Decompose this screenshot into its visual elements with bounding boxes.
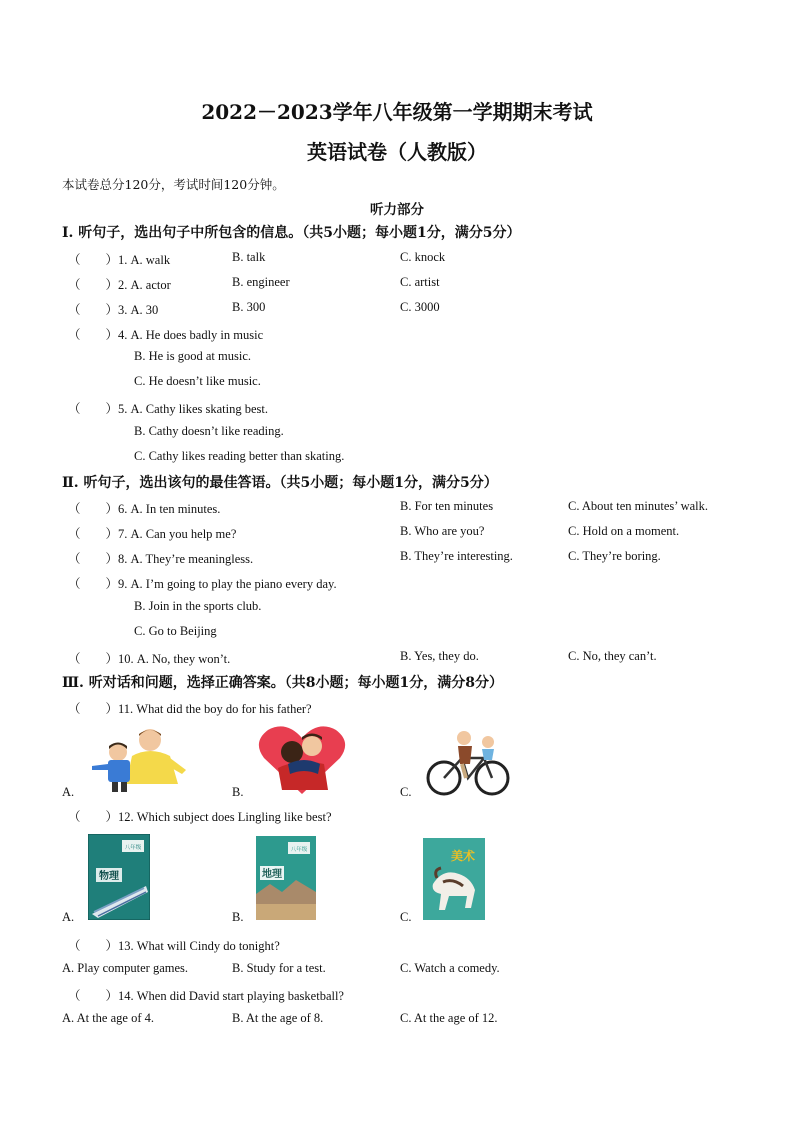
father-hug-image — [88, 726, 188, 794]
q2-prompt: （ ）2. A. actor — [68, 278, 171, 292]
section-3-heading: Ⅲ. 听对话和问题，选择正确答案。（共8小题；每小题1分，满分8分） — [62, 675, 504, 691]
physics-book-image — [88, 834, 150, 920]
art-book-title: 美术 — [450, 849, 476, 863]
q3-option-b: B. 300 — [232, 300, 266, 314]
q1-option-b: B. talk — [232, 250, 266, 264]
q14-option-c: C. At the age of 12. — [400, 1011, 498, 1025]
q7-option-b: B. Who are you? — [400, 524, 485, 538]
q11-option-c: C. — [400, 785, 412, 799]
q6-prompt: （ ）6. A. In ten minutes. — [68, 502, 221, 516]
heart-hug-image — [258, 724, 346, 796]
q10-option-b: B. Yes, they do. — [400, 649, 479, 663]
q5-prompt: （ ）5. A. Cathy likes skating best. — [68, 402, 268, 416]
q12-option-a: A. — [62, 910, 75, 924]
q9-option-b: B. Join in the sports club. — [134, 599, 262, 613]
q4-option-b: B. He is good at music. — [134, 349, 252, 363]
q1-option-c: C. knock — [400, 250, 446, 264]
q13-option-a: A. Play computer games. — [62, 961, 189, 975]
q4-prompt: （ ）4. A. He does badly in music — [68, 328, 264, 342]
q13-option-c: C. Watch a comedy. — [400, 961, 500, 975]
physics-book-grade: 八年级 — [124, 845, 142, 851]
q1-prompt: （ ）1. A. walk — [68, 253, 171, 267]
q14-prompt: （ ）14. When did David start playing basketball? — [68, 989, 344, 1003]
q12-option-b: B. — [232, 910, 244, 924]
q3-option-c: C. 3000 — [400, 300, 440, 314]
physics-book-title: 物理 — [99, 871, 119, 882]
geography-book-title: 地理 — [262, 869, 282, 880]
q2-option-b: B. engineer — [232, 275, 290, 289]
q12-prompt: （ ）12. Which subject does Lingling like best? — [68, 810, 332, 824]
q7-option-c: C. Hold on a moment. — [568, 524, 680, 538]
section-2-heading: Ⅱ. 听句子，选出该句的最佳答语。（共5小题；每小题1分，满分5分） — [62, 475, 498, 491]
q13-prompt: （ ）13. What will Cindy do tonight? — [68, 939, 280, 953]
q11-option-a: A. — [62, 785, 75, 799]
q6-option-b: B. For ten minutes — [400, 499, 494, 513]
q8-option-c: C. They’re boring. — [568, 549, 661, 563]
exam-note: 本试卷总分120分，考试时间120分钟。 — [62, 177, 285, 192]
exam-subtitle: 英语试卷（人教版） — [307, 140, 487, 164]
q3-prompt: （ ）3. A. 30 — [68, 303, 159, 317]
q8-option-b: B. They’re interesting. — [400, 549, 513, 563]
q6-option-c: C. About ten minutes’ walk. — [568, 499, 709, 513]
q11-option-b: B. — [232, 785, 244, 799]
q5-option-c: C. Cathy likes reading better than skating. — [134, 449, 345, 463]
part-heading: 听力部分 — [370, 202, 424, 218]
section-1-heading: Ⅰ. 听句子，选出句子中所包含的信息。（共5小题；每小题1分，满分5分） — [62, 225, 521, 241]
q8-prompt: （ ）8. A. They’re meaningless. — [68, 552, 254, 566]
q14-option-b: B. At the age of 8. — [232, 1011, 324, 1025]
geography-book-image — [256, 836, 316, 920]
q13-option-b: B. Study for a test. — [232, 961, 326, 975]
geography-book-grade: 八年级 — [290, 847, 308, 853]
q7-prompt: （ ）7. A. Can you help me? — [68, 527, 237, 541]
art-book-image — [423, 838, 485, 920]
q11-prompt: （ ）11. What did the boy do for his father? — [68, 702, 312, 716]
q9-option-c: C. Go to Beijing — [134, 624, 217, 638]
exam-title: 2022－2023学年八年级第一学期期末考试 — [201, 100, 593, 124]
q14-option-a: A. At the age of 4. — [62, 1011, 154, 1025]
q10-option-c: C. No, they can’t. — [568, 649, 657, 663]
q10-prompt: （ ）10. A. No, they won’t. — [68, 652, 231, 666]
q5-option-b: B. Cathy doesn’t like reading. — [134, 424, 284, 438]
q2-option-c: C. artist — [400, 275, 440, 289]
bicycle-ride-image — [424, 724, 512, 798]
q12-option-c: C. — [400, 910, 412, 924]
q9-prompt: （ ）9. A. I’m going to play the piano every day. — [68, 577, 337, 591]
q4-option-c: C. He doesn’t like music. — [134, 374, 261, 388]
